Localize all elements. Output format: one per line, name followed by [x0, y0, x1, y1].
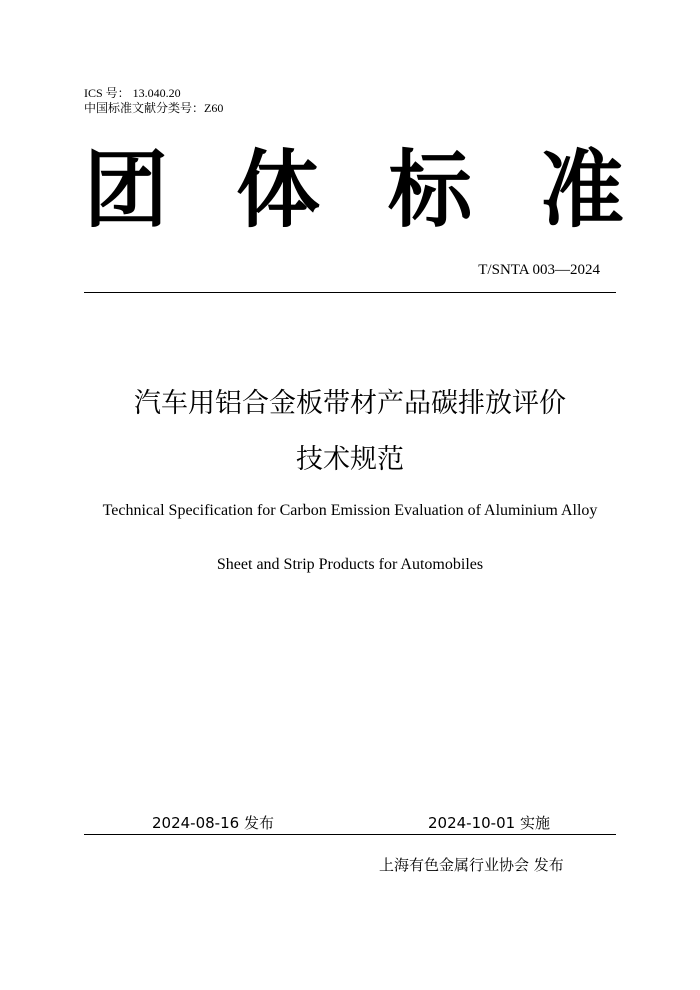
standard-code: T/SNTA 003—2024	[478, 262, 600, 278]
implement-date: 2024-10-01 实施	[428, 814, 550, 832]
title-en-line1: Technical Specification for Carbon Emission Evaluation of Aluminium Alloy	[102, 502, 598, 519]
banner-char-4: 准	[540, 141, 625, 239]
banner-char-1: 团	[84, 141, 169, 239]
publisher: 上海有色金属行业协会 发布	[379, 856, 564, 874]
banner-char-3: 标	[388, 141, 473, 239]
title-zh-line1: 汽车用铝合金板带材产品碳排放评价	[134, 388, 566, 419]
ics-number: ICS 号： 13.040.20	[84, 86, 181, 100]
title-en-line2: Sheet and Strip Products for Automobiles	[216, 556, 484, 573]
classification-number: 中国标准文献分类号：Z60	[84, 101, 224, 115]
title-zh-line2: 技术规范	[296, 444, 404, 475]
bottom-divider	[84, 834, 616, 835]
banner-char-2: 体	[236, 141, 321, 239]
top-divider	[84, 292, 616, 293]
publish-date: 2024-08-16 发布	[152, 814, 274, 832]
